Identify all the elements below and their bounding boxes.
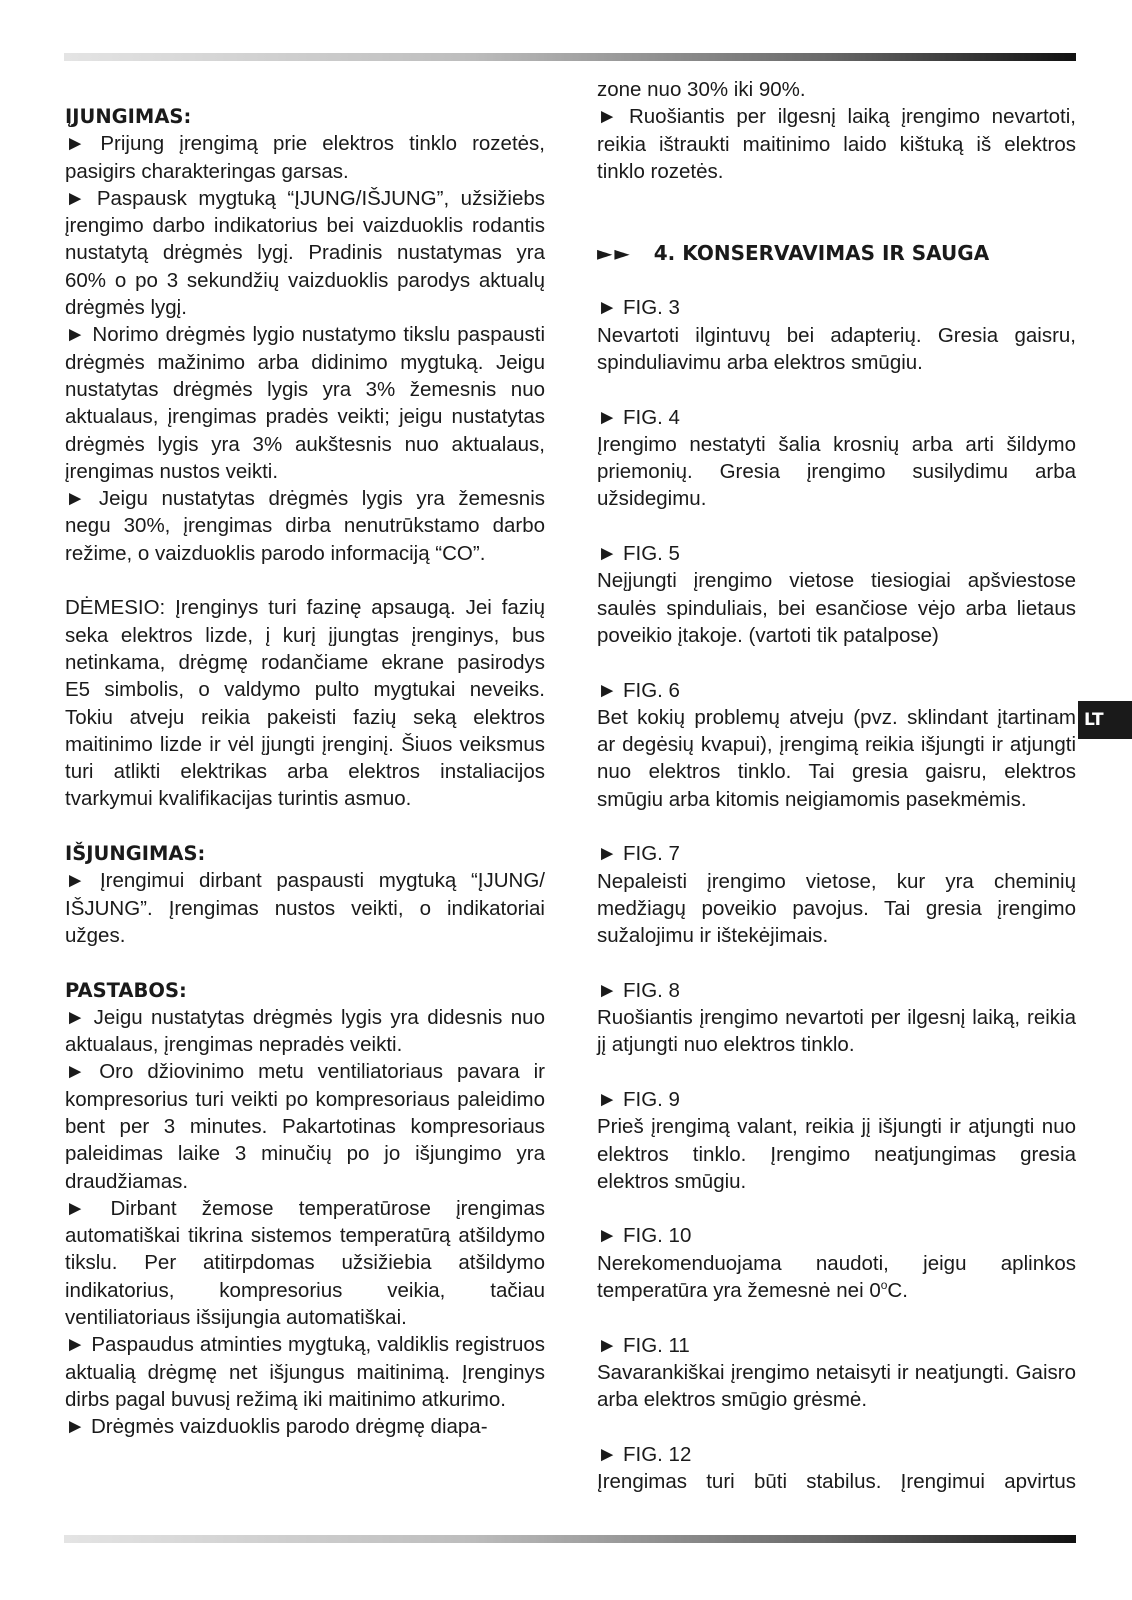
section-title: 4. KONSERVAVIMAS IR SAUGA	[653, 240, 990, 265]
ijungimas-item-3: ► Norimo drėgmės lygio nustatymo tikslu paspausti drėgmės mažinimo arba didinimo mygtuką. Jeigu nustatytas drėgmės lygis yra 3% žemesnis nuo aktualaus, įrengimas pradės veikti; jeigu nustatytas drėgmės lygis yra 3% aukštesnis nuo aktualaus, įrengimas nustos veikti.	[65, 323, 545, 483]
fig-9-text: Prieš įrengimą valant, reikia jį išjungti ir atjungti nuo elektros tinklo. Įrengimo neatjungimas gresia elektros smūgiu.	[597, 1115, 1076, 1193]
fig-12-label: ► FIG. 12	[597, 1442, 692, 1466]
fig-9-label: ► FIG. 9	[597, 1087, 680, 1111]
fig-10-text	[597, 1250, 1076, 1305]
fig-10-text-unit: C.	[887, 1279, 908, 1303]
fig-6-text: Bet kokių problemų atveju (pvz. sklindant įtartinam ar degėsių kvapui), įrengimą reikia išjungti ir atjungti nuo elektros tinklo. Tai gresia gaisru, elektros smūgiu arba kitomis neigiamomis pasekmėmis.	[597, 705, 1076, 811]
fig-10-text-main: Nerekomenduojama naudoti, jeigu aplinkos temperatūra yra žemesnė nei 0	[597, 1251, 1076, 1303]
fig-7-text: Nepaleisti įrengimo vietose, kur yra cheminių medžiagų poveikio pavojus. Tai gresia įrengimo sužalojimu ir ištekėjimais.	[597, 869, 1076, 948]
ijungimas-item-1: ► Prijung įrengimą prie elektros tinklo rozetės, pasigirs charakteringas garsas.	[65, 132, 545, 183]
fig-11-label: ► FIG. 11	[597, 1333, 690, 1357]
fig-3-text: Nevartoti ilgintuvų bei adapterių. Gresia gaisru, spinduliavimu arba elektros smūgiu.	[597, 323, 1076, 374]
degree-sup: o	[880, 1278, 888, 1293]
pastabos-item-3: ► Dirbant žemose temperatūrose įrengimas automatiškai tikrina sistemos temperatūrą atšildymo tikslu. Per atitirpdomas užsižiebia atšildymo indikatorius, kompresorius veikia, tačiau ventiliatoriaus išsijungia automatiškai.	[65, 1196, 545, 1330]
fig-6-label: ► FIG. 6	[597, 678, 680, 702]
pastabos-item-1: ► Jeigu nustatytas drėgmės lygis yra didesnis nuo aktualaus, įrengimas nepradės veikti.	[65, 1005, 545, 1057]
fig-12-text: Įrengimas turi būti stabilus. Įrengimui apvirtus	[597, 1470, 1076, 1494]
fig-8-label: ► FIG. 8	[597, 978, 680, 1002]
fig-7-label: ► FIG. 7	[597, 842, 680, 866]
section-heading	[597, 240, 1076, 267]
pastabos-item-5: ► Drėgmės vaizduoklis parodo drėgmę diapa-	[65, 1415, 488, 1439]
isjungimas-item-1: ► Įrengimui dirbant paspausti mygtuką “ĮJUNG/ IŠJUNG”. Įrengimas nustos veikti, o indikatoriai užges.	[65, 869, 545, 947]
language-tab: LT	[1078, 701, 1132, 739]
pastabos-item-4: ► Paspaudus atminties mygtuką, valdiklis registruos aktualią drėgmę net išjungus maitinimą. Įrenginys dirbs pagal buvusį režimą iki maitinimo atkurimo.	[65, 1333, 545, 1411]
top-rule	[64, 53, 1076, 61]
fig-4-text: Įrengimo nestatyti šalia krosnių arba arti šildymo priemonių. Gresia įrengimo susilydimu arba užsidegimu.	[597, 432, 1076, 511]
right-column	[597, 76, 1076, 1495]
pastabos-item-2: ► Oro džiovinimo metu ventiliatoriaus pavara ir kompresorius turi veikti po kompresoriaus paleidimo bent per 3 minutes. Pakartotinas kompresoriaus paleidimas laike 3 minučių po jo išjungimo yra draudžiamas.	[65, 1060, 545, 1193]
fig-5-text: Neįjungti įrengimo vietose tiesiogiai apšviestose saulės spinduliais, bei esančiose vėjo arba lietaus poveikio įtakoje. (vartoti tik patalpose)	[597, 569, 1076, 647]
fig-11-text: Savarankiškai įrengimo netaisyti ir neatjungti. Gaisro arba elektros smūgio grėsmė.	[597, 1360, 1076, 1412]
isjungimas-heading: IŠJUNGIMAS:	[65, 842, 206, 866]
continuation-text: zone nuo 30% iki 90%.	[597, 78, 806, 101]
section-arrows: ►►	[597, 240, 632, 265]
demesio-warning: DĖMESIO: Įrenginys turi fazinę apsaugą. Jei fazių seka elektros lizde, į kurį įjungtas įrenginys, bus netinkama, drėgmę rodančiame ekrane pasirodys E5 simbolis, o valdymo pulto mygtukai neveiks. Tokiu atveju reikia pakeisti fazių seką elektros maitinimo lizde ir vėl įjungti įrenginį. Šiuos veiksmus turi atlikti elektrikas arba elektros instaliacijos tvarkymui kvalifikacijas turintis asmuo.	[65, 596, 545, 811]
ijungimas-item-4: ► Jeigu nustatytas drėgmės lygis yra žemesnis negu 30%, įrengimas dirba nenutrūkstamo darbo režime, o vaizduoklis parodo informaciją “CO”.	[65, 487, 545, 565]
fig-8-text: Ruošiantis įrengimo nevartoti per ilgesnį laiką, reikia jį atjungti nuo elektros tinklo.	[597, 1006, 1076, 1057]
bottom-rule	[64, 1535, 1076, 1543]
ijungimas-heading: ĮJUNGIMAS:	[65, 105, 192, 128]
fig-5-label: ► FIG. 5	[597, 542, 680, 566]
ijungimas-item-2: ► Paspausk mygtuką “ĮJUNG/IŠJUNG”, užsižiebs įrengimo darbo indikatorius bei vaizduoklis rodantis nustatytą drėgmės lygį. Pradinis nustatymas yra 60% o po 3 sekundžių vaizduoklis parodys aktualų drėgmės lygį.	[65, 186, 545, 320]
storage-item: ► Ruošiantis per ilgesnį laiką įrengimo nevartoti, reikia ištraukti maitinimo laido kištuką iš elektros tinklo rozetės.	[597, 105, 1076, 183]
left-column	[65, 103, 545, 1441]
fig-10-label: ► FIG. 10	[597, 1224, 692, 1248]
fig-3-label: ► FIG. 3	[597, 296, 680, 320]
pastabos-heading: PASTABOS:	[65, 978, 187, 1002]
fig-4-label: ► FIG. 4	[597, 405, 680, 429]
